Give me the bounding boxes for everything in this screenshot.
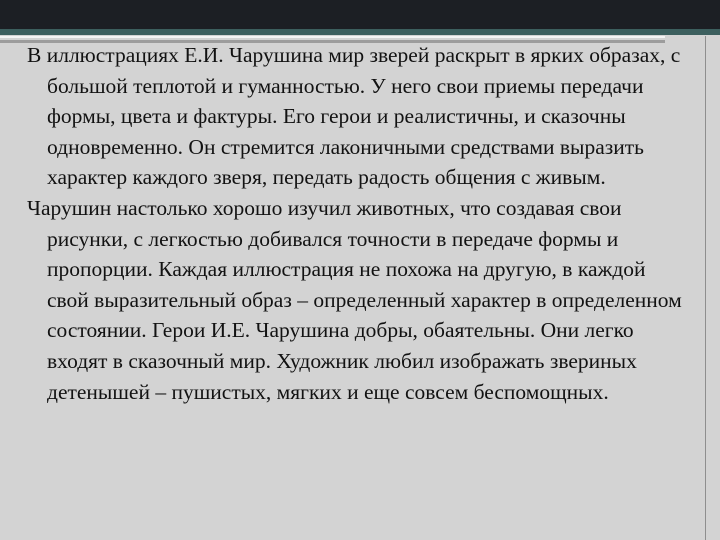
header-accent-bar xyxy=(0,29,720,35)
paragraph-2: Чарушин настолько хорошо изучил животных, что создавая свои рисунки, с легкостью добивался точности в передаче формы и пропорции. Каждая иллюстрация не похожа на другую, в каждой свой выразительный образ – определенный характер в определенном состоянии. Герои И.Е. Чарушина добры, обаятельны. Они легко входят в сказочный мир. Художник любил изображать звериных детенышей – пушистых, мягких и еще совсем беспомощных. xyxy=(27,195,682,404)
header-divider-light xyxy=(0,36,665,38)
slide-body xyxy=(27,40,692,407)
right-border-line xyxy=(705,36,706,540)
paragraph-1: В иллюстрациях Е.И. Чарушина мир зверей раскрыт в ярких образах, с большой теплотой и гуманностью. У него свои приемы передачи формы, цвета и фактуры. Его герои и реалистичны, и сказочны одновременно. Он стремится лаконичными средствами выразить характер каждого зверя, передать радость общения с живым. xyxy=(27,43,681,190)
header-bar xyxy=(0,0,720,29)
